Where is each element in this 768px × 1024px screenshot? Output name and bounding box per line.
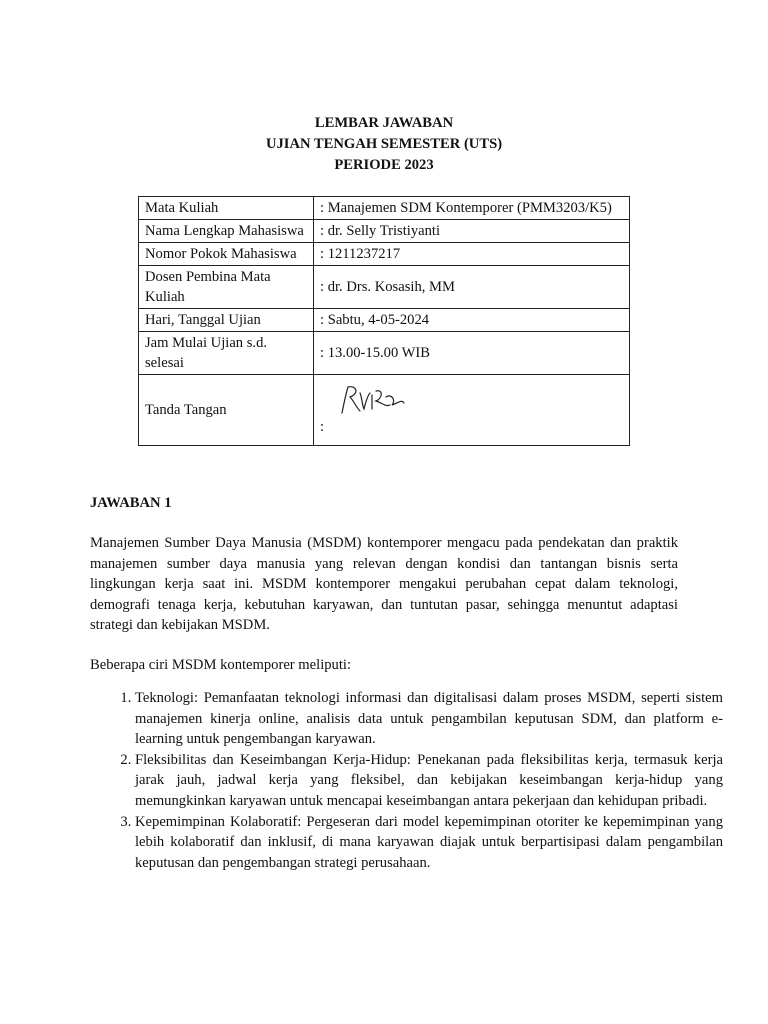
list-item: 3. Kepemimpinan Kolaboratif: Pergeseran dari model kepemimpinan otoriter ke kepemimpinan yang lebih kolaboratif dan inklusif, di mana karyawan diajak untuk berpartisipasi dalam pengambilan keputusan dan pengembangan strategi perusahaan. <box>135 812 723 874</box>
row-value: : 13.00-15.00 WIB <box>314 332 630 375</box>
table-row <box>139 309 630 332</box>
signature-image <box>336 383 406 419</box>
header-exam-name: UJIAN TENGAH SEMESTER (UTS) <box>265 136 503 152</box>
table-row <box>139 332 630 375</box>
row-value: : dr. Drs. Kosasih, MM <box>314 266 630 309</box>
row-label: Nomor Pokok Mahasiswa <box>139 243 314 266</box>
signature-cell <box>314 375 630 446</box>
table-row <box>139 197 630 220</box>
list-item: 1. Teknologi: Pemanfaatan teknologi informasi dan digitalisasi dalam proses MSDM, seperti sistem manajemen kinerja online, analisis data untuk pengambilan keputusan SDM, dan platform e-learning untuk pengembangan karyawan. <box>135 688 723 750</box>
row-label: Tanda Tangan <box>139 375 314 446</box>
row-value: : Manajemen SDM Kontemporer (PMM3203/K5) <box>314 197 630 220</box>
section-title: JAWABAN 1 <box>90 495 172 511</box>
document-header <box>0 113 768 176</box>
table-row <box>139 243 630 266</box>
signature-colon: : <box>320 419 325 435</box>
row-label: Mata Kuliah <box>139 197 314 220</box>
header-period: PERIODE 2023 <box>334 157 434 173</box>
list-intro-paragraph: Beberapa ciri MSDM kontemporer meliputi: <box>90 657 352 673</box>
row-label: Jam Mulai Ujian s.d. selesai <box>139 332 314 375</box>
header-title: LEMBAR JAWABAN <box>314 115 454 131</box>
table-row <box>139 220 630 243</box>
characteristics-list <box>90 688 723 873</box>
row-value: : Sabtu, 4-05-2024 <box>314 309 630 332</box>
row-value: : 1211237217 <box>314 243 630 266</box>
signature-row <box>139 375 630 446</box>
intro-paragraph: Manajemen Sumber Daya Manusia (MSDM) kontemporer mengacu pada pendekatan dan praktik manajemen sumber daya manusia yang relevan dengan kondisi dan tantangan bisnis serta lingkungan kerja saat ini. MSDM kontemporer mengakui perubahan cepat dalam teknologi, demografi tenaga kerja, kebutuhan karyawan, dan tuntutan pasar, sehingga menuntut adaptasi strategi dan kebijakan MSDM. <box>90 535 678 634</box>
row-value: : dr. Selly Tristiyanti <box>314 220 630 243</box>
student-info-table <box>138 196 630 446</box>
table-row <box>139 266 630 309</box>
row-label: Nama Lengkap Mahasiswa <box>139 220 314 243</box>
list-item: 2. Fleksibilitas dan Keseimbangan Kerja-Hidup: Penekanan pada fleksibilitas kerja, termasuk kerja jarak jauh, jadwal kerja yang fleksibel, dan kebijakan keseimbangan kerja-hidup yang memungkinkan karyawan untuk mencapai keseimbangan antara pekerjaan dan kehidupan pribadi. <box>135 750 723 812</box>
row-label: Hari, Tanggal Ujian <box>139 309 314 332</box>
row-label: Dosen Pembina Mata Kuliah <box>139 266 314 309</box>
